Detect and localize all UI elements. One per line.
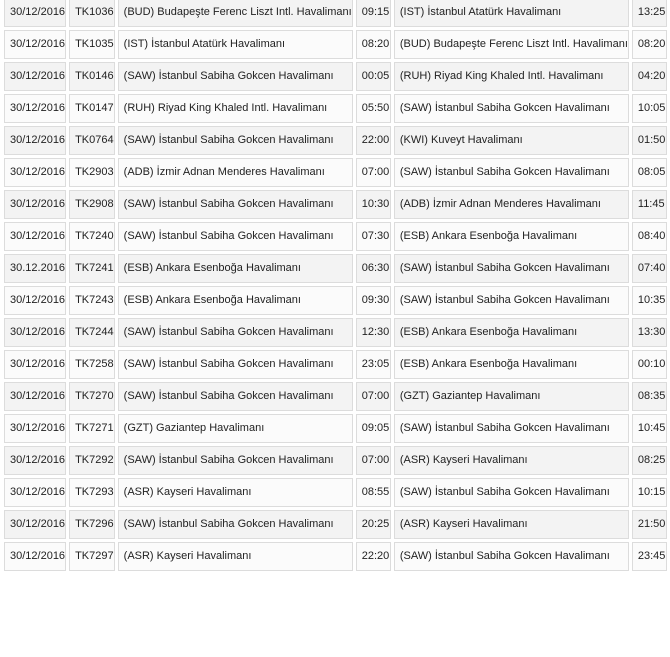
flight-number: TK7296 xyxy=(69,510,115,539)
arrival-airport: (ESB) Ankara Esenboğa Havalimanı xyxy=(394,350,629,379)
departure-airport: (GZT) Gaziantep Havalimanı xyxy=(118,414,353,443)
departure-time: 12:30 xyxy=(356,318,391,347)
departure-airport: (SAW) İstanbul Sabiha Gokcen Havalimanı xyxy=(118,126,353,155)
flight-number: TK7240 xyxy=(69,222,115,251)
flight-number: TK2903 xyxy=(69,158,115,187)
arrival-airport: (ESB) Ankara Esenboğa Havalimanı xyxy=(394,318,629,347)
flight-number: TK7244 xyxy=(69,318,115,347)
flight-number: TK7297 xyxy=(69,542,115,571)
table-row xyxy=(4,94,667,123)
flight-date: 30/12/2016 xyxy=(4,222,66,251)
departure-time: 22:00 xyxy=(356,126,391,155)
arrival-airport: (SAW) İstanbul Sabiha Gokcen Havalimanı xyxy=(394,94,629,123)
flight-date: 30/12/2016 xyxy=(4,414,66,443)
arrival-airport: (ASR) Kayseri Havalimanı xyxy=(394,510,629,539)
flight-number: TK7258 xyxy=(69,350,115,379)
table-row xyxy=(4,446,667,475)
table-row xyxy=(4,414,667,443)
arrival-airport: (SAW) İstanbul Sabiha Gokcen Havalimanı xyxy=(394,158,629,187)
arrival-airport: (GZT) Gaziantep Havalimanı xyxy=(394,382,629,411)
departure-airport: (ASR) Kayseri Havalimanı xyxy=(118,542,353,571)
flight-schedule-table xyxy=(1,0,670,574)
flight-number: TK2908 xyxy=(69,190,115,219)
arrival-time: 00:10 xyxy=(632,350,667,379)
departure-airport: (ESB) Ankara Esenboğa Havalimanı xyxy=(118,254,353,283)
arrival-time: 23:45 xyxy=(632,542,667,571)
arrival-airport: (SAW) İstanbul Sabiha Gokcen Havalimanı xyxy=(394,254,629,283)
flight-number: TK7270 xyxy=(69,382,115,411)
arrival-airport: (RUH) Riyad King Khaled Intl. Havalimanı xyxy=(394,62,629,91)
arrival-time: 08:05 xyxy=(632,158,667,187)
departure-time: 09:05 xyxy=(356,414,391,443)
arrival-time: 10:45 xyxy=(632,414,667,443)
departure-airport: (SAW) İstanbul Sabiha Gokcen Havalimanı xyxy=(118,222,353,251)
departure-airport: (SAW) İstanbul Sabiha Gokcen Havalimanı xyxy=(118,446,353,475)
flight-number: TK7292 xyxy=(69,446,115,475)
arrival-time: 08:20 xyxy=(632,30,667,59)
flight-date: 30/12/2016 xyxy=(4,318,66,347)
arrival-time: 08:35 xyxy=(632,382,667,411)
arrival-time: 10:05 xyxy=(632,94,667,123)
flight-date: 30/12/2016 xyxy=(4,542,66,571)
table-row xyxy=(4,382,667,411)
flight-date: 30/12/2016 xyxy=(4,158,66,187)
table-row xyxy=(4,126,667,155)
arrival-airport: (ADB) İzmir Adnan Menderes Havalimanı xyxy=(394,190,629,219)
flight-number: TK1035 xyxy=(69,30,115,59)
table-row xyxy=(4,478,667,507)
flight-date: 30/12/2016 xyxy=(4,478,66,507)
flight-number: TK7243 xyxy=(69,286,115,315)
arrival-airport: (SAW) İstanbul Sabiha Gokcen Havalimanı xyxy=(394,542,629,571)
flight-rows xyxy=(4,0,667,571)
departure-time: 07:00 xyxy=(356,158,391,187)
arrival-time: 10:35 xyxy=(632,286,667,315)
flight-date: 30/12/2016 xyxy=(4,94,66,123)
arrival-time: 10:15 xyxy=(632,478,667,507)
flight-date: 30/12/2016 xyxy=(4,30,66,59)
flight-date: 30/12/2016 xyxy=(4,0,66,27)
departure-time: 07:00 xyxy=(356,382,391,411)
arrival-time: 08:25 xyxy=(632,446,667,475)
flight-date: 30/12/2016 xyxy=(4,350,66,379)
departure-time: 07:00 xyxy=(356,446,391,475)
departure-time: 07:30 xyxy=(356,222,391,251)
flight-number: TK0147 xyxy=(69,94,115,123)
flight-date: 30.12.2016 xyxy=(4,254,66,283)
arrival-time: 21:50 xyxy=(632,510,667,539)
flight-date: 30/12/2016 xyxy=(4,190,66,219)
flight-date: 30/12/2016 xyxy=(4,126,66,155)
flight-date: 30/12/2016 xyxy=(4,446,66,475)
departure-airport: (SAW) İstanbul Sabiha Gokcen Havalimanı xyxy=(118,62,353,91)
departure-time: 00:05 xyxy=(356,62,391,91)
departure-time: 10:30 xyxy=(356,190,391,219)
departure-time: 05:50 xyxy=(356,94,391,123)
arrival-time: 01:50 xyxy=(632,126,667,155)
departure-airport: (SAW) İstanbul Sabiha Gokcen Havalimanı xyxy=(118,382,353,411)
arrival-airport: (SAW) İstanbul Sabiha Gokcen Havalimanı xyxy=(394,478,629,507)
departure-airport: (ASR) Kayseri Havalimanı xyxy=(118,478,353,507)
flight-date: 30/12/2016 xyxy=(4,286,66,315)
arrival-time: 13:30 xyxy=(632,318,667,347)
departure-time: 08:20 xyxy=(356,30,391,59)
flight-number: TK7293 xyxy=(69,478,115,507)
arrival-time: 11:45 xyxy=(632,190,667,219)
table-row xyxy=(4,222,667,251)
departure-time: 20:25 xyxy=(356,510,391,539)
table-row xyxy=(4,30,667,59)
departure-airport: (BUD) Budapeşte Ferenc Liszt Intl. Havalimanı xyxy=(118,0,353,27)
arrival-time: 04:20 xyxy=(632,62,667,91)
departure-airport: (RUH) Riyad King Khaled Intl. Havalimanı xyxy=(118,94,353,123)
table-row xyxy=(4,158,667,187)
flight-date: 30/12/2016 xyxy=(4,510,66,539)
arrival-airport: (SAW) İstanbul Sabiha Gokcen Havalimanı xyxy=(394,414,629,443)
arrival-airport: (SAW) İstanbul Sabiha Gokcen Havalimanı xyxy=(394,286,629,315)
arrival-airport: (BUD) Budapeşte Ferenc Liszt Intl. Havalimanı xyxy=(394,30,629,59)
table-row xyxy=(4,286,667,315)
departure-airport: (ADB) İzmir Adnan Menderes Havalimanı xyxy=(118,158,353,187)
departure-time: 23:05 xyxy=(356,350,391,379)
departure-airport: (SAW) İstanbul Sabiha Gokcen Havalimanı xyxy=(118,510,353,539)
arrival-time: 13:25 xyxy=(632,0,667,27)
flight-number: TK1036 xyxy=(69,0,115,27)
table-row xyxy=(4,0,667,27)
table-row xyxy=(4,350,667,379)
table-row xyxy=(4,318,667,347)
table-row xyxy=(4,190,667,219)
departure-time: 09:30 xyxy=(356,286,391,315)
table-row xyxy=(4,510,667,539)
flight-number: TK7241 xyxy=(69,254,115,283)
flight-number: TK0146 xyxy=(69,62,115,91)
departure-airport: (SAW) İstanbul Sabiha Gokcen Havalimanı xyxy=(118,190,353,219)
table-row xyxy=(4,254,667,283)
table-row xyxy=(4,542,667,571)
flight-number: TK7271 xyxy=(69,414,115,443)
arrival-airport: (IST) İstanbul Atatürk Havalimanı xyxy=(394,0,629,27)
departure-airport: (SAW) İstanbul Sabiha Gokcen Havalimanı xyxy=(118,350,353,379)
arrival-airport: (KWI) Kuveyt Havalimanı xyxy=(394,126,629,155)
arrival-airport: (ESB) Ankara Esenboğa Havalimanı xyxy=(394,222,629,251)
departure-time: 09:15 xyxy=(356,0,391,27)
departure-time: 22:20 xyxy=(356,542,391,571)
departure-time: 06:30 xyxy=(356,254,391,283)
arrival-airport: (ASR) Kayseri Havalimanı xyxy=(394,446,629,475)
flight-date: 30/12/2016 xyxy=(4,382,66,411)
arrival-time: 07:40 xyxy=(632,254,667,283)
flight-number: TK0764 xyxy=(69,126,115,155)
departure-airport: (SAW) İstanbul Sabiha Gokcen Havalimanı xyxy=(118,318,353,347)
departure-time: 08:55 xyxy=(356,478,391,507)
arrival-time: 08:40 xyxy=(632,222,667,251)
flight-date: 30/12/2016 xyxy=(4,62,66,91)
table-row xyxy=(4,62,667,91)
departure-airport: (IST) İstanbul Atatürk Havalimanı xyxy=(118,30,353,59)
departure-airport: (ESB) Ankara Esenboğa Havalimanı xyxy=(118,286,353,315)
